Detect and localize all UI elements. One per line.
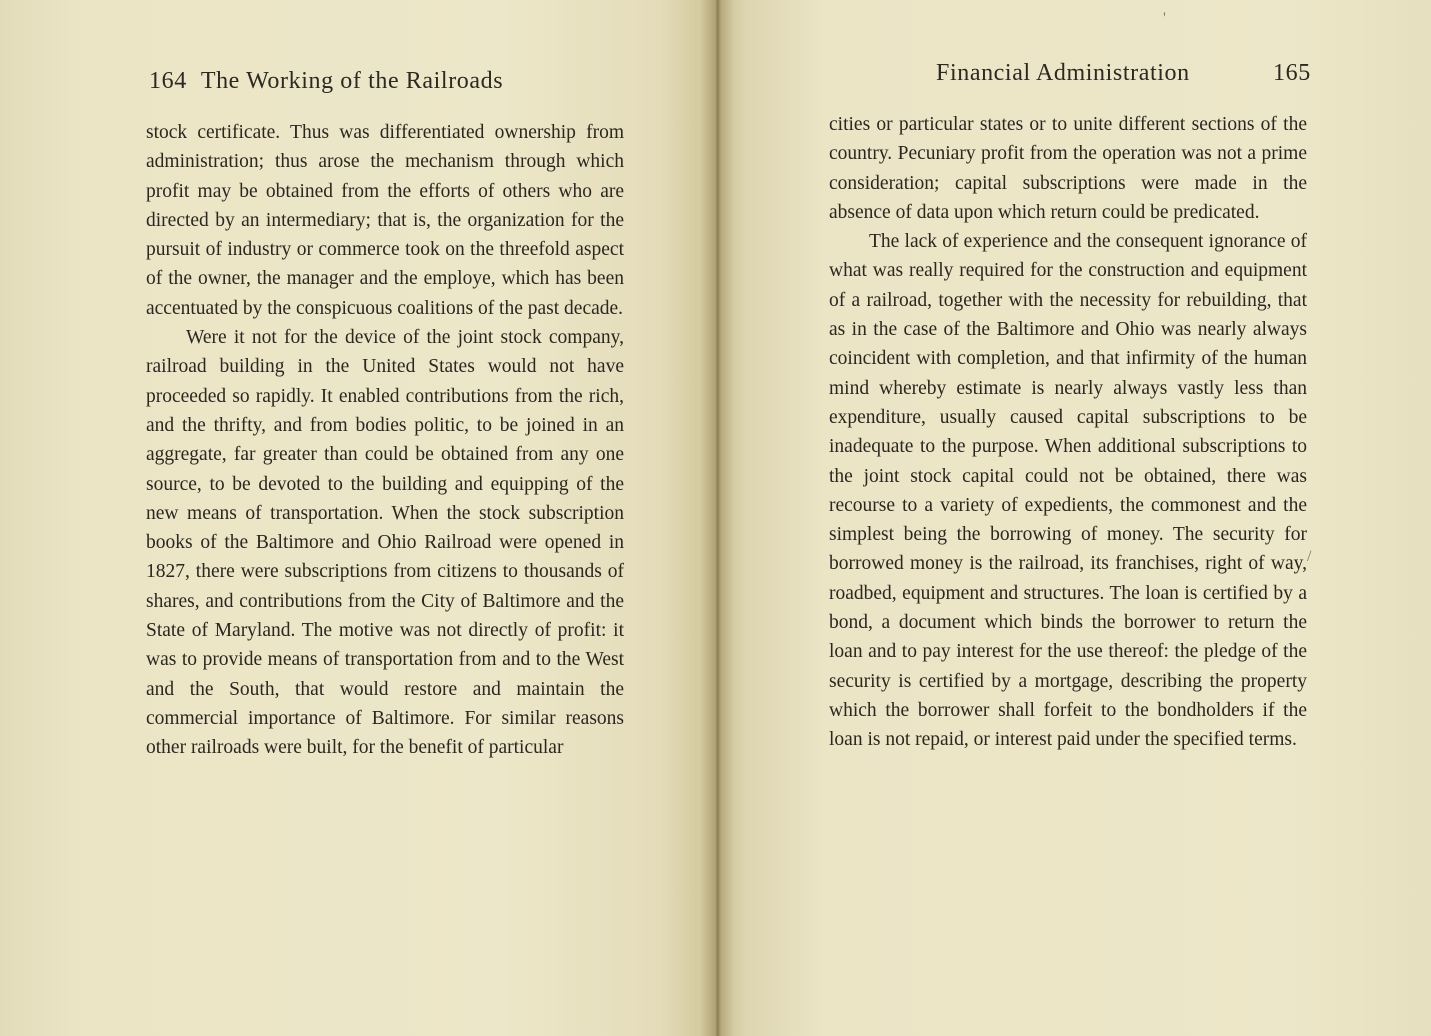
left-page-body (146, 118, 624, 763)
right-running-title: Financial Administration (936, 60, 1190, 86)
left-paragraph-2: Were it not for the device of the joint stock company, railroad building in the United States would not have proceeded so rapidly. It enabled contributions from the rich, and the thrifty, and from bodies politic, to be joined in an aggregate, far greater than could be obtained from any one source, to be devoted to the building and equipping of the new means of transportation. When the stock subscription books of the Baltimore and Ohio Railroad were opened in 1827, there were subscriptions from citizens to thousands of shares, and contributions from the City of Baltimore and the State of Maryland. The motive was not directly of profit: it was to provide means of transportation from and to the West and the South, that would restore and maintain the commercial importance of Baltimore. For similar reasons other railroads were built, for the benefit of particular (146, 327, 624, 759)
book-gutter (700, 0, 734, 1036)
left-running-title: The Working of the Railroads (200, 68, 504, 94)
right-page-number: 165 (1273, 60, 1311, 86)
pencil-mark: ' (1163, 10, 1166, 27)
pencil-mark: / (1307, 548, 1312, 565)
right-paragraph-2: The lack of experience and the consequent ignorance of what was really required for the construction and equipment of a railroad, together with the necessity for rebuilding, that as in the case of the Baltimore and Ohio was nearly always coincident with completion, and that infirmity of the human mind whereby estimate is nearly always vastly less than expenditure, usually caused capital subscriptions to be inadequate to the purpose. When additional subscriptions to the joint stock capital could not be obtained, there was recourse to a variety of expedients, the commonest and the simplest being the borrowing of money. The security for borrowed money is the railroad, its franchises, right of way, roadbed, equipment and structures. The loan is certified by a bond, a document which binds the borrower to return the loan and to pay interest for the use thereof: the pledge of the security is certified by a mortgage, describing the property which the borrower shall forfeit to the bondholders if the loan is not repaid, or interest paid under the specified terms. (829, 231, 1307, 751)
right-page-body (829, 110, 1307, 755)
left-page-number: 164 (149, 68, 187, 94)
right-paragraph-1: cities or particular states or to unite different sections of the country. Pecuniary profit from the operation was not a prime consideration; capital subscriptions were made in the absence of data upon which return could be predicated. (829, 114, 1307, 223)
left-paragraph-1: stock certificate. Thus was differentiated ownership from administration; thus arose the mechanism through which profit may be obtained from the efforts of others who are directed by an intermediary; that is, the organization for the pursuit of industry or commerce took on the threefold aspect of the owner, the manager and the employe, which has been accentuated by the conspicuous coalitions of the past decade. (146, 122, 624, 319)
left-page-header (149, 68, 503, 95)
